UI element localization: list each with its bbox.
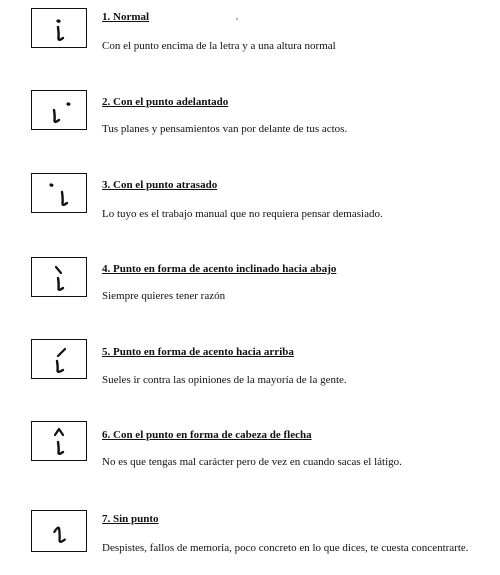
item-description: Siempre quieres tener razón — [102, 290, 226, 302]
list-item — [0, 421, 500, 479]
list-item — [0, 8, 500, 66]
item-description: Tus planes y pensamientos van por delante de tus actos. — [102, 123, 348, 135]
list-item — [0, 90, 500, 148]
i-dot-normal-icon — [31, 8, 87, 48]
item-description: No es que tengas mal carácter pero de vez en cuando sacas el látigo. — [102, 456, 402, 468]
item-title: 7. Sin punto — [102, 513, 159, 525]
item-title: 2. Con el punto adelantado — [102, 96, 229, 108]
i-acute-accent-icon — [31, 339, 87, 379]
list-item — [0, 339, 500, 397]
item-title: 1. Normal — [102, 11, 150, 23]
i-grave-accent-icon — [31, 257, 87, 297]
i-arrowhead-icon — [31, 421, 87, 461]
i-dot-ahead-icon — [31, 90, 87, 130]
i-no-dot-icon — [31, 510, 87, 552]
i-dot-behind-icon — [31, 173, 87, 213]
item-title: 3. Con el punto atrasado — [102, 179, 218, 191]
item-description: Despistes, fallos de memoria, poco concreto en lo que dices, te cuesta concentrarte. — [102, 542, 469, 554]
list-item — [0, 508, 500, 566]
item-title: 6. Con el punto en forma de cabeza de flecha — [102, 429, 312, 441]
item-title: 5. Punto en forma de acento hacia arriba — [102, 346, 294, 358]
item-title: 4. Punto en forma de acento inclinado hacia abajo — [102, 263, 337, 275]
list-item — [0, 173, 500, 231]
item-description: Lo tuyo es el trabajo manual que no requiera pensar demasiado. — [102, 208, 383, 220]
item-description: Con el punto encima de la letra y a una altura normal — [102, 40, 336, 52]
item-description: Sueles ir contra las opiniones de la mayoría de la gente. — [102, 374, 347, 386]
list-item — [0, 257, 500, 315]
